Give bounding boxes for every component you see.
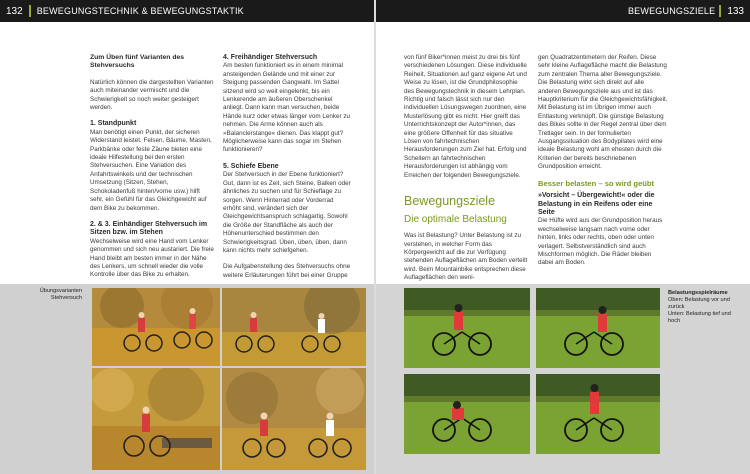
item23-text: Wechselweise wird eine Hand vom Lenker genommen und sich neu austariert. Die freie Hand bleibt am besten immer in der Nähe des Lenkers, um schnell wieder die volle Kontrolle über das Bike zu erhalten. — [90, 237, 214, 279]
item1-title: 1. Standpunkt — [90, 120, 137, 128]
item4-title: 4. Freihändiger Stehversuch — [223, 54, 318, 61]
outro-text: Die Aufgabenstellung des Stehversuchs ohne weitere Erläuterungen führt bei einer Gruppe — [223, 263, 351, 279]
left-caption: Übungsvarianten Stehversuch — [39, 288, 82, 301]
left-column-1 — [90, 54, 214, 280]
col1-text-top: von fünf Biker*innen meist zu drei bis fünf verschiedenen Lösungen. Diese individuelle Reiheit, Situationen auf ganz eigene Art und Weise zu lösen, ist die Grundphilosophie des Bewegungstechnik in diesem Lehrplan. Richtig und falsch lässt sich nur den individuellen Lösungswegen zuordnen, eine Musterlösung gibt es nicht. Hier greift das Unterrichtskonzept der Autor*innen, das eine größere Offenheit für das situative Lösen von fahrtechnischen Herausforderungen zum Ziel hat. Erfolg und Scheitern an fahrtechnischen Herausforderungen ist abhängig vom Erreichen der folgenden Bewegungsziele. — [404, 54, 527, 179]
load-photo-4 — [536, 374, 660, 454]
right-caption: Belastungsspielräume Oben: Belastung vor und zurück Unten: Belastung tief und hoch — [668, 290, 731, 324]
right-photo-strip — [376, 284, 750, 474]
col2-text-top: gen Quadratzentimetern der Reifen. Diese sehr kleine Auflagefläche macht die Belastung zum zentralen Thema aller Bewegungsziele. Die Belastung wirkt sich direkt auf alle anderen Bewegungsziele aus und ist das Hauptkriterium für die Gleichgewichtsfähigkeit. Mit Belastung ist im Übrigen immer auch Entlastung verknüpft. Die günstige Belastung des Bikes sollte in der Regel zentral über dem Tretlager sein. In der formulierten Ausgangssituation des Bodypilates wird eine ideale Belastung wohl am ehesten durch die Kriterien der bereits beschriebenen Grundposition erreicht. — [538, 54, 668, 171]
item23-title: 2. & 3. Einhändiger Stehversuch im Sitzen bzw. im Stehen — [90, 220, 208, 237]
stand-photo-4 — [222, 368, 366, 470]
left-header — [0, 0, 374, 22]
item4-text: Am besten funktioniert es in einem minimal ansteigenden Gelände und mit einer zur Steigung passenden Gangwahl. Im Sattel sitzend wird so weit eingelenkt, bis ein Lenkerende am äußeren Oberschenkel anliegt. Dann kann man versuchen, beide Hände kurz oder etwas länger vom Lenker zu nehmen. Die Arme können auch als »Balancierstange« dienen. Das klappt gut? Möglicherweise kann das sogar im Stehen funktionieren? — [223, 62, 351, 154]
subsection-heading: Die optimale Belastung — [404, 214, 507, 226]
section-heading: Bewegungsziele — [404, 194, 496, 209]
item1-text: Man benötigt einen Punkt, der sicheren Widerstand leistet. Felsen, Bäume, Masten, Parkbänke oder feste Zäune bieten eine ideale Hilfestellung bei den ersten Stehversuchen. Eine Variation des Anfahrtswinkels und der technischen Umsetzung (Sitzen, Stehen, Schokoladenfuß hinten/vorne usw.) hilft sehr, ein Gefühl für das Gleichgewicht auf dem Bike zu bekommen. — [90, 128, 212, 212]
item5-title: 5. Schiefe Ebene — [223, 162, 279, 170]
col1-text-bottom: Was ist Belastung? Unter Belastung ist zu verstehen, in welcher Form das Körpergewicht auf die zur Verfügung stehenden Auflageflächen am Boden verteilt wird. Beim Mountainbike entsprechen diese Auflageflächen den weni- — [404, 232, 528, 282]
section-title-right: BEWEGUNGSZIELE — [627, 6, 716, 16]
item5-text: Der Stehversuch in der Ebene funktioniert? Gut, dann ist es Zeit, sich Steine, Balken oder ähnliches zu suchen und für Schieflage zu sorgen. Wenn Hinterrad oder Vorderrad erhöht sind, verändert sich der Gleichgewichtsanspruch schlagartig. Sowohl die Größe der Standfläche als auch der Höhenunterschied bestimmen den Schwierigkeitsgrad. Üben, üben, üben, dann kann nichts mehr schiefgehen. — [223, 171, 351, 254]
load-photo-1 — [404, 288, 530, 368]
right-column-1 — [404, 54, 528, 283]
col-heading: Zum Üben fünf Varianten des Stehversuchs — [90, 54, 185, 70]
page-number-left: 132 — [6, 5, 23, 17]
left-page — [0, 0, 374, 474]
left-column-2 — [223, 54, 351, 280]
stand-photo-2 — [222, 288, 366, 366]
right-header — [376, 0, 750, 22]
page-number-right: 133 — [727, 5, 744, 17]
exercise-heading: Besser belasten – so wird geübt — [538, 178, 655, 188]
left-photo-strip — [0, 284, 374, 474]
exercise-bullet-text: Die Hüfte wird aus der Grundposition heraus wechselweise langsam nach vorne oder hinten, links oder rechts, oben oder unten verlagert. Selbstverständlich sind auch Mischformen möglich. Die Räder bleiben dabei am Boden. — [538, 217, 663, 267]
stand-photo-3 — [92, 368, 220, 470]
intro-text: Natürlich können die dargestellten Varianten auch miteinander vermischt und die Schwierigkeit so noch weiter gesteigert werden. — [90, 78, 214, 112]
load-photo-2 — [536, 288, 660, 368]
right-page — [376, 0, 750, 474]
right-column-2 — [538, 54, 668, 268]
load-photo-3 — [404, 374, 530, 454]
section-title-left: BEWEGUNGSTECHNIK & BEWEGUNGSTAKTIK — [36, 6, 244, 16]
stand-photo-1 — [92, 288, 220, 366]
exercise-bullet-title: »Vorsicht – Übergewicht!« oder die Belastung in ein Reifens oder eine Seite — [538, 192, 655, 216]
